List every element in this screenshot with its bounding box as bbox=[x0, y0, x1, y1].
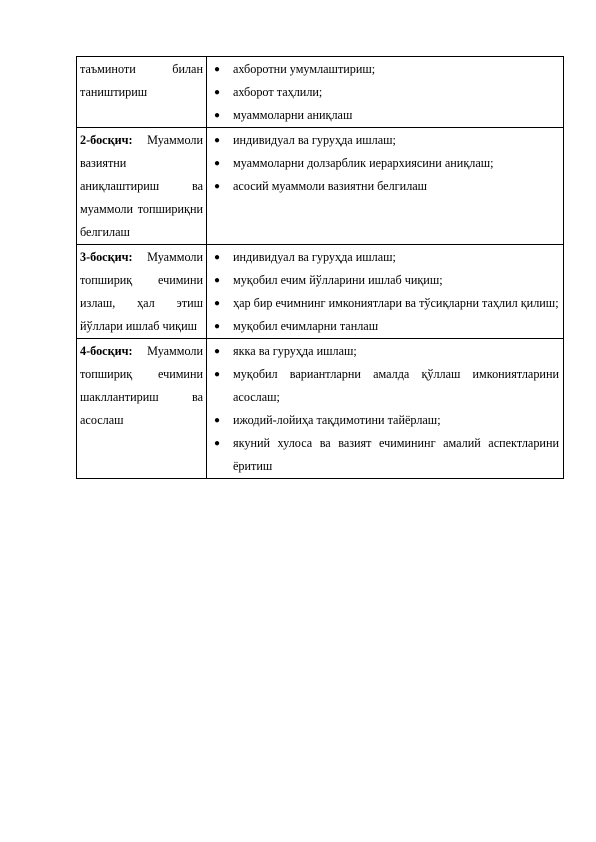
list-item bbox=[213, 129, 559, 152]
list-item bbox=[213, 58, 559, 81]
stage-text: таъминоти билан таништириш bbox=[80, 62, 203, 99]
action-list bbox=[213, 129, 559, 198]
list-item bbox=[213, 175, 559, 198]
stage-text: Муаммоли топшириқ ечимини излаш, ҳал этиш йўллари ишлаб чиқиш bbox=[80, 250, 203, 333]
list-item-text: муаммоларни аниқлаш bbox=[233, 108, 353, 122]
table-row bbox=[77, 245, 564, 339]
list-item-text: индивидуал ва гуруҳда ишлаш; bbox=[233, 133, 396, 147]
bullet-icon: ● bbox=[214, 181, 221, 192]
actions-cell bbox=[207, 57, 564, 128]
list-item bbox=[213, 363, 559, 409]
stage-cell bbox=[77, 245, 207, 339]
list-item bbox=[213, 432, 559, 478]
list-item-text: асосий муаммоли вазиятни белгилаш bbox=[233, 179, 428, 193]
list-item-text: якуний хулоса ва вазият ечимининг амалий аспектларини ёритиш bbox=[233, 436, 559, 473]
bullet-icon: ● bbox=[214, 415, 221, 426]
action-list bbox=[213, 340, 559, 478]
stage-cell bbox=[77, 128, 207, 245]
list-item bbox=[213, 292, 559, 315]
list-item-text: ижодий-лойиҳа тақдимотини тайёрлаш; bbox=[233, 413, 441, 427]
content-table bbox=[76, 56, 564, 479]
stage-description bbox=[80, 340, 203, 432]
list-item-text: индивидуал ва гуруҳда ишлаш; bbox=[233, 250, 396, 264]
stage-label: 4-босқич: bbox=[80, 344, 133, 358]
action-list bbox=[213, 246, 559, 338]
table-row bbox=[77, 128, 564, 245]
list-item bbox=[213, 152, 559, 175]
list-item-text: муаммоларни долзарблик иерархиясини аниқлаш; bbox=[233, 156, 494, 170]
stage-description bbox=[80, 129, 203, 244]
stage-cell bbox=[77, 339, 207, 479]
list-item bbox=[213, 340, 559, 363]
bullet-icon: ● bbox=[214, 438, 221, 449]
list-item bbox=[213, 81, 559, 104]
list-item-text: ахборот таҳлили; bbox=[233, 85, 323, 99]
stage-cell bbox=[77, 57, 207, 128]
bullet-icon: ● bbox=[214, 275, 221, 286]
bullet-icon: ● bbox=[214, 321, 221, 332]
list-item-text: якка ва гуруҳда ишлаш; bbox=[233, 344, 357, 358]
stage-text: Муаммоли топшириқ ечимини шакллантириш ва асослаш bbox=[80, 344, 203, 427]
bullet-icon: ● bbox=[214, 346, 221, 357]
table-row bbox=[77, 57, 564, 128]
stage-text: Муаммоли вазиятни аниқлаштириш ва муаммоли топшириқни белгилаш bbox=[80, 133, 203, 239]
list-item-text: ахборотни умумлаштириш; bbox=[233, 62, 376, 76]
stage-description bbox=[80, 58, 203, 104]
bullet-icon: ● bbox=[214, 110, 221, 121]
list-item bbox=[213, 269, 559, 292]
list-item-text: муқобил ечим йўлларини ишлаб чиқиш; bbox=[233, 273, 443, 287]
list-item bbox=[213, 315, 559, 338]
bullet-icon: ● bbox=[214, 158, 221, 169]
list-item bbox=[213, 409, 559, 432]
stage-description bbox=[80, 246, 203, 338]
list-item-text: ҳар бир ечимнинг имкониятлари ва тўсиқларни таҳлил қилиш; bbox=[233, 296, 559, 310]
bullet-icon: ● bbox=[214, 369, 221, 380]
stage-label: 3-босқич: bbox=[80, 250, 133, 264]
bullet-icon: ● bbox=[214, 252, 221, 263]
actions-cell bbox=[207, 128, 564, 245]
list-item-text: муқобил вариантларни амалда қўллаш имкониятларини асослаш; bbox=[233, 367, 559, 404]
actions-cell bbox=[207, 339, 564, 479]
table-row bbox=[77, 339, 564, 479]
actions-cell bbox=[207, 245, 564, 339]
action-list bbox=[213, 58, 559, 127]
list-item-text: муқобил ечимларни танлаш bbox=[233, 319, 379, 333]
bullet-icon: ● bbox=[214, 64, 221, 75]
list-item bbox=[213, 246, 559, 269]
list-item bbox=[213, 104, 559, 127]
bullet-icon: ● bbox=[214, 135, 221, 146]
bullet-icon: ● bbox=[214, 87, 221, 98]
stage-label: 2-босқич: bbox=[80, 133, 133, 147]
bullet-icon: ● bbox=[214, 298, 221, 309]
